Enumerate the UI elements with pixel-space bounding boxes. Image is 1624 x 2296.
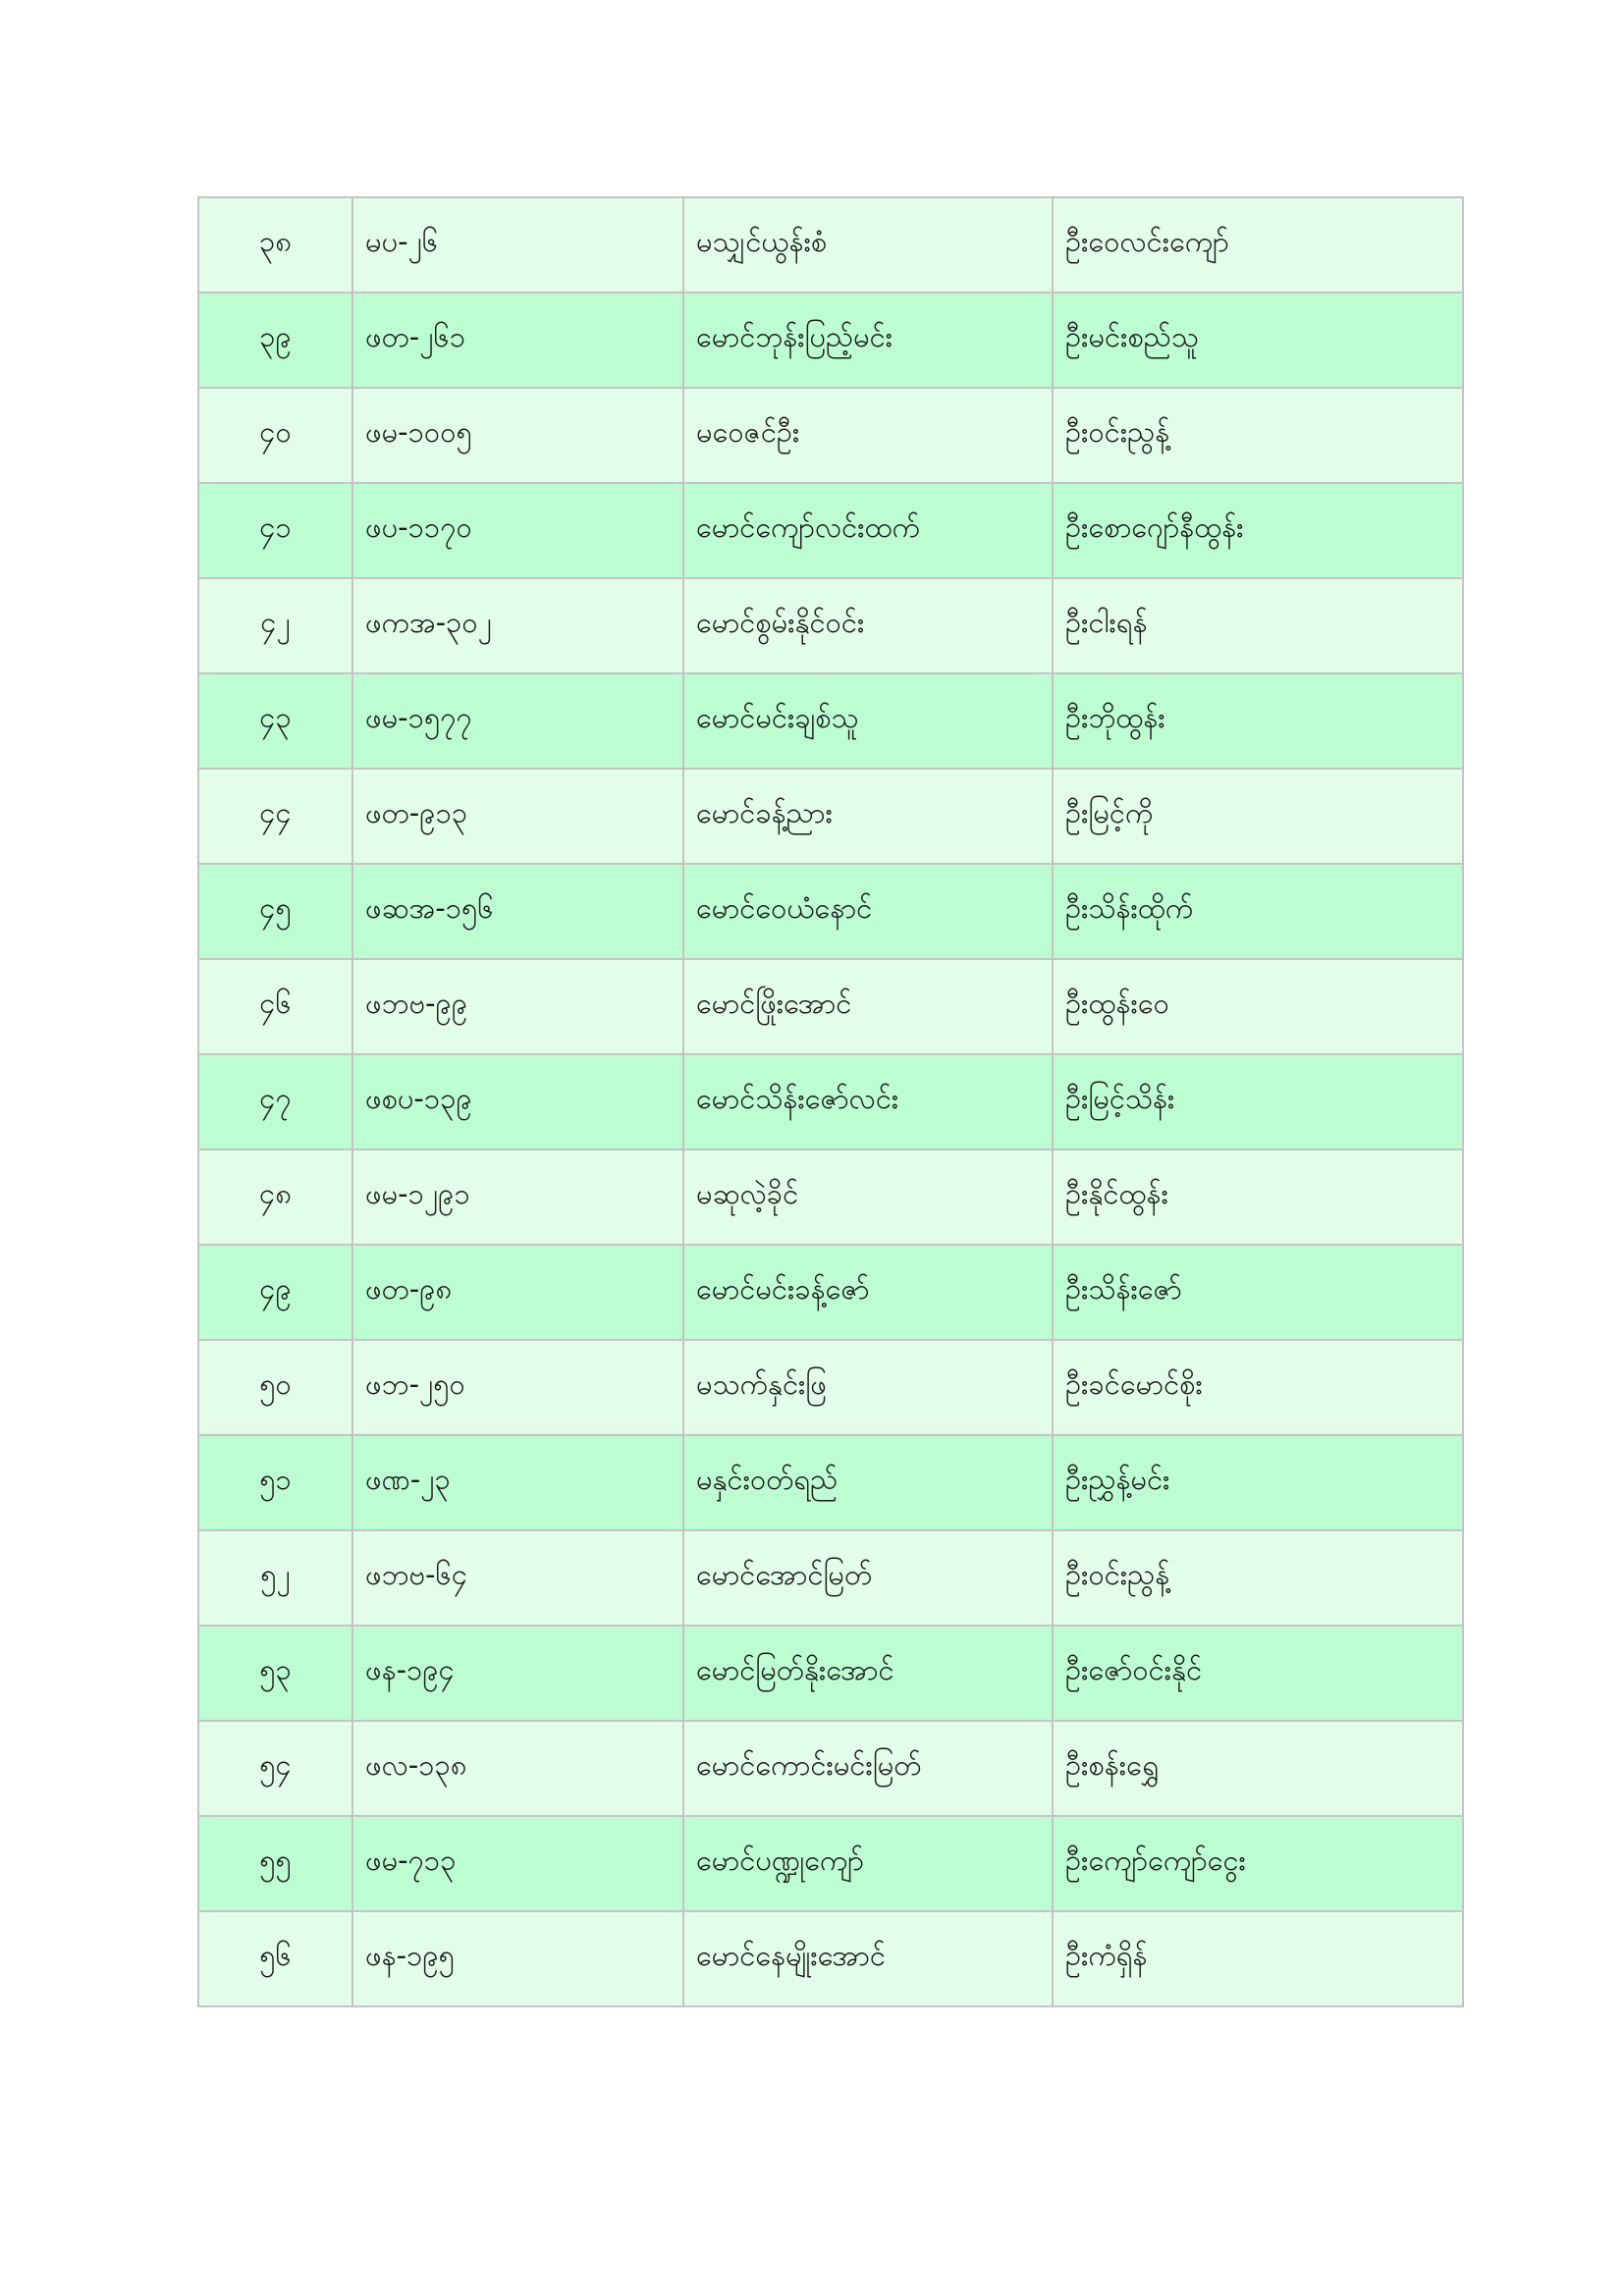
id-code-cell: ဖလ-၁၃၈ bbox=[352, 1721, 683, 1816]
id-code-cell: ဖဆအ-၁၅၆ bbox=[352, 864, 683, 959]
id-code-cell: ဖစပ-၁၃၉ bbox=[352, 1054, 683, 1149]
row-number-cell: ၄၄ bbox=[198, 769, 352, 864]
id-code-cell: ဖမ-၁၀၀၅ bbox=[352, 388, 683, 483]
id-code-cell: ဖဘဗ-၉၉ bbox=[352, 959, 683, 1054]
father-name-cell: ဦးခင်မောင်စိုး bbox=[1053, 1340, 1463, 1435]
row-number-cell: ၄၇ bbox=[198, 1054, 352, 1149]
id-code-cell: ဖမ-၇၁၃ bbox=[352, 1816, 683, 1911]
row-number-cell: ၄၃ bbox=[198, 673, 352, 769]
table-row bbox=[198, 1530, 1463, 1626]
student-name-cell: မောင်အောင်မြတ် bbox=[683, 1530, 1053, 1626]
row-number-cell: ၄၅ bbox=[198, 864, 352, 959]
father-name-cell: ဦးစန်းရွှေ bbox=[1053, 1721, 1463, 1816]
row-number-cell: ၅၀ bbox=[198, 1340, 352, 1435]
row-number-cell: ၅၁ bbox=[198, 1435, 352, 1530]
father-name-cell: ဦးငါးရန် bbox=[1053, 578, 1463, 673]
row-number-cell: ၄၉ bbox=[198, 1245, 352, 1340]
father-name-cell: ဦးထွန်းဝေ bbox=[1053, 959, 1463, 1054]
student-name-cell: မောင်မင်းချစ်သူ bbox=[683, 673, 1053, 769]
table-row bbox=[198, 293, 1463, 388]
table-row bbox=[198, 1816, 1463, 1911]
roster-table-body bbox=[198, 197, 1463, 2006]
row-number-cell: ၅၃ bbox=[198, 1626, 352, 1721]
id-code-cell: ဖဏ-၂၃ bbox=[352, 1435, 683, 1530]
table-row bbox=[198, 673, 1463, 769]
student-name-cell: မောင်စွမ်းနိုင်ဝင်း bbox=[683, 578, 1053, 673]
id-code-cell: မပ-၂၆ bbox=[352, 197, 683, 293]
row-number-cell: ၄၁ bbox=[198, 483, 352, 578]
father-name-cell: ဦးမြင့်သိန်း bbox=[1053, 1054, 1463, 1149]
father-name-cell: ဦးမြင့်ကို bbox=[1053, 769, 1463, 864]
father-name-cell: ဦးနိုင်ထွန်း bbox=[1053, 1149, 1463, 1245]
id-code-cell: ဖပ-၁၁၇၀ bbox=[352, 483, 683, 578]
father-name-cell: ဦးသိန်းထိုက် bbox=[1053, 864, 1463, 959]
student-name-cell: မဆုလဲ့ခိုင် bbox=[683, 1149, 1053, 1245]
father-name-cell: ဦးကံရှိန် bbox=[1053, 1911, 1463, 2006]
table-row bbox=[198, 1626, 1463, 1721]
row-number-cell: ၅၆ bbox=[198, 1911, 352, 2006]
father-name-cell: ဦးစောဂျော်နီထွန်း bbox=[1053, 483, 1463, 578]
id-code-cell: ဖဘ-၂၅၀ bbox=[352, 1340, 683, 1435]
table-row bbox=[198, 1245, 1463, 1340]
father-name-cell: ဦးဘိုထွန်း bbox=[1053, 673, 1463, 769]
id-code-cell: ဖတ-၂၆၁ bbox=[352, 293, 683, 388]
id-code-cell: ဖမ-၁၅၇၇ bbox=[352, 673, 683, 769]
student-name-cell: မောင်ဘုန်းပြည့်မင်း bbox=[683, 293, 1053, 388]
roster-table bbox=[197, 196, 1464, 2007]
student-name-cell: မသျှင်ယွန်းစံ bbox=[683, 197, 1053, 293]
father-name-cell: ဦးသိန်းဇော် bbox=[1053, 1245, 1463, 1340]
table-row bbox=[198, 1054, 1463, 1149]
student-name-cell: မောင်သိန်းဇော်လင်း bbox=[683, 1054, 1053, 1149]
father-name-cell: ဦးဝင်းညွန့် bbox=[1053, 1530, 1463, 1626]
student-name-cell: မောင်ပဏ္ဍုကျော် bbox=[683, 1816, 1053, 1911]
row-number-cell: ၅၅ bbox=[198, 1816, 352, 1911]
id-code-cell: ဖန-၁၉၄ bbox=[352, 1626, 683, 1721]
table-row bbox=[198, 197, 1463, 293]
table-row bbox=[198, 769, 1463, 864]
id-code-cell: ဖကအ-၃၀၂ bbox=[352, 578, 683, 673]
id-code-cell: ဖန-၁၉၅ bbox=[352, 1911, 683, 2006]
row-number-cell: ၅၄ bbox=[198, 1721, 352, 1816]
student-name-cell: မောင်ကျော်လင်းထက် bbox=[683, 483, 1053, 578]
table-row bbox=[198, 959, 1463, 1054]
row-number-cell: ၅၂ bbox=[198, 1530, 352, 1626]
student-name-cell: မောင်ဝေယံနောင် bbox=[683, 864, 1053, 959]
table-row bbox=[198, 483, 1463, 578]
id-code-cell: ဖတ-၉၁၃ bbox=[352, 769, 683, 864]
table-row bbox=[198, 388, 1463, 483]
row-number-cell: ၄၀ bbox=[198, 388, 352, 483]
row-number-cell: ၄၆ bbox=[198, 959, 352, 1054]
student-name-cell: မောင်မင်းခန့်ဇော် bbox=[683, 1245, 1053, 1340]
father-name-cell: ဦးမင်းစည်သူ bbox=[1053, 293, 1463, 388]
table-row bbox=[198, 1340, 1463, 1435]
row-number-cell: ၄၂ bbox=[198, 578, 352, 673]
student-name-cell: မနှင်းဝတ်ရည် bbox=[683, 1435, 1053, 1530]
table-row bbox=[198, 1721, 1463, 1816]
row-number-cell: ၃၉ bbox=[198, 293, 352, 388]
student-name-cell: မောင်ဖြိုးအောင် bbox=[683, 959, 1053, 1054]
student-name-cell: မောင်မြတ်နိုးအောင် bbox=[683, 1626, 1053, 1721]
table-row bbox=[198, 578, 1463, 673]
table-row bbox=[198, 1911, 1463, 2006]
father-name-cell: ဦးဇော်ဝင်းနိုင် bbox=[1053, 1626, 1463, 1721]
student-name-cell: မောင်ခန့်ညား bbox=[683, 769, 1053, 864]
student-name-cell: မောင်ကောင်းမင်းမြတ် bbox=[683, 1721, 1053, 1816]
father-name-cell: ဦးဝင်းညွန့် bbox=[1053, 388, 1463, 483]
table-row bbox=[198, 1149, 1463, 1245]
table-row bbox=[198, 1435, 1463, 1530]
id-code-cell: ဖဘဗ-၆၄ bbox=[352, 1530, 683, 1626]
student-name-cell: မောင်နေမျိုးအောင် bbox=[683, 1911, 1053, 2006]
id-code-cell: ဖမ-၁၂၉၁ bbox=[352, 1149, 683, 1245]
father-name-cell: ဦးဝေလင်းကျော် bbox=[1053, 197, 1463, 293]
father-name-cell: ဦးကျော်ကျော်ငွေး bbox=[1053, 1816, 1463, 1911]
row-number-cell: ၃၈ bbox=[198, 197, 352, 293]
id-code-cell: ဖတ-၉၈ bbox=[352, 1245, 683, 1340]
table-row bbox=[198, 864, 1463, 959]
student-name-cell: မသက်နှင်းဖြ bbox=[683, 1340, 1053, 1435]
student-name-cell: မဝေဇင်ဦး bbox=[683, 388, 1053, 483]
row-number-cell: ၄၈ bbox=[198, 1149, 352, 1245]
father-name-cell: ဦးညွှန့်မင်း bbox=[1053, 1435, 1463, 1530]
